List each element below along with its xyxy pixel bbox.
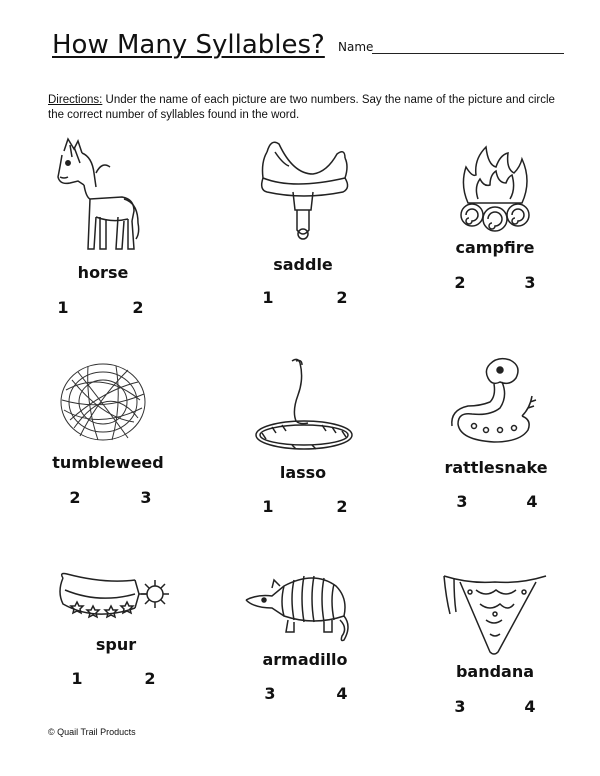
choice-campfire-3[interactable]: 3 — [524, 273, 536, 292]
tumbleweed-icon — [58, 360, 148, 445]
word-campfire: campfire — [455, 238, 535, 257]
word-spur: spur — [95, 635, 137, 654]
campfire-icon — [450, 145, 540, 235]
word-lasso: lasso — [279, 463, 327, 482]
saddle-icon — [253, 134, 353, 244]
choice-rattlesnake-3[interactable]: 3 — [456, 492, 468, 511]
choice-tumbleweed-2[interactable]: 2 — [69, 488, 81, 507]
choice-bandana-3[interactable]: 3 — [454, 697, 466, 716]
lasso-icon — [252, 355, 357, 455]
choice-lasso-2[interactable]: 2 — [336, 497, 348, 516]
choice-horse-1[interactable]: 1 — [57, 298, 69, 317]
choice-saddle-2[interactable]: 2 — [336, 288, 348, 307]
choice-saddle-1[interactable]: 1 — [262, 288, 274, 307]
word-armadillo: armadillo — [262, 650, 348, 669]
rattlesnake-icon — [450, 356, 540, 448]
word-bandana: bandana — [455, 662, 535, 681]
directions-text: Under the name of each picture are two numbers. Say the name of the picture and circle the correct number of syllables found in the word. — [48, 94, 555, 121]
word-saddle: saddle — [273, 255, 333, 274]
horse-icon — [52, 137, 142, 257]
directions — [48, 93, 558, 123]
copyright: © Quail Trail Products — [48, 727, 136, 737]
word-horse: horse — [77, 263, 129, 282]
choice-tumbleweed-3[interactable]: 3 — [140, 488, 152, 507]
name-label: Name — [338, 40, 374, 54]
choice-spur-1[interactable]: 1 — [71, 669, 83, 688]
spur-icon — [55, 570, 180, 630]
word-tumbleweed: tumbleweed — [52, 453, 164, 472]
choice-spur-2[interactable]: 2 — [144, 669, 156, 688]
word-rattlesnake: rattlesnake — [444, 458, 548, 477]
choice-lasso-1[interactable]: 1 — [262, 497, 274, 516]
choice-armadillo-3[interactable]: 3 — [264, 684, 276, 703]
choice-bandana-4[interactable]: 4 — [524, 697, 536, 716]
directions-label: Directions: — [48, 94, 103, 106]
choice-campfire-2[interactable]: 2 — [454, 273, 466, 292]
page-title: How Many Syllables? — [52, 30, 325, 60]
choice-armadillo-4[interactable]: 4 — [336, 684, 348, 703]
bandana-icon — [440, 568, 550, 658]
choice-horse-2[interactable]: 2 — [132, 298, 144, 317]
choice-rattlesnake-4[interactable]: 4 — [526, 492, 538, 511]
name-field-line[interactable] — [372, 53, 564, 54]
armadillo-icon — [244, 570, 359, 645]
